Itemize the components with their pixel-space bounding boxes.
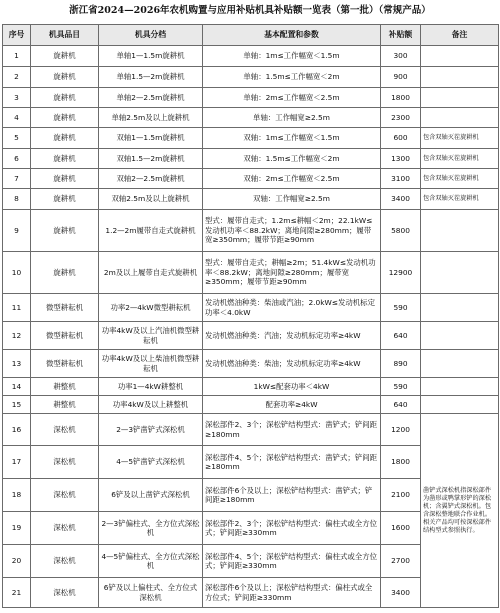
cell-item: 深松机 [31, 512, 99, 545]
cell-amount: 2700 [381, 545, 421, 578]
cell-item: 旋耕机 [31, 67, 99, 88]
table-row [3, 67, 499, 88]
col-header-amount: 补贴额 [381, 25, 421, 46]
cell-grade: 双轴2—2.5m旋耕机 [99, 169, 203, 189]
table-row [3, 210, 499, 252]
cell-item: 旋耕机 [31, 128, 99, 149]
cell-item: 耕整机 [31, 396, 99, 414]
cell-spec: 深松部件2、3个；深松铲结构型式：凿铲式；铲间距≥180mm [203, 414, 381, 446]
table-row [3, 169, 499, 189]
cell-grade: 单轴2.5m及以上旋耕机 [99, 108, 203, 128]
cell-note [421, 108, 499, 128]
cell-amount: 1800 [381, 446, 421, 479]
cell-no: 12 [3, 322, 31, 350]
cell-grade: 6铲及以上偏柱式、全方位式深松机 [99, 578, 203, 608]
cell-item: 深松机 [31, 446, 99, 479]
cell-note [421, 350, 499, 378]
cell-note: 包含双轴灭茬旋耕机 [421, 169, 499, 189]
cell-spec: 深松部件2、3个；深松铲结构型式：偏柱式或全方位式；铲间距≥330mm [203, 512, 381, 545]
cell-spec: 单轴：1.5m≤工作幅宽＜2m [203, 67, 381, 88]
cell-grade: 功率1—4kW耕整机 [99, 378, 203, 396]
cell-note [421, 67, 499, 88]
cell-spec: 单轴：工作幅宽≥2.5m [203, 108, 381, 128]
cell-item: 旋耕机 [31, 46, 99, 67]
cell-amount: 640 [381, 396, 421, 414]
cell-amount: 300 [381, 46, 421, 67]
cell-spec: 发动机燃油种类：汽油；发动机标定功率≥4kW [203, 322, 381, 350]
cell-item: 旋耕机 [31, 149, 99, 169]
cell-amount: 2100 [381, 479, 421, 512]
cell-item: 微型耕耘机 [31, 294, 99, 322]
cell-spec: 双轴：2m≤工作幅宽＜2.5m [203, 169, 381, 189]
cell-spec: 型式：履带自走式；1.2m≤耕幅＜2m；22.1kW≤发动机功率＜88.2kW；离地间隙≥280mm；履带宽≥350mm；履带节距≥90mm [203, 210, 381, 252]
cell-spec: 配套功率≥4kW [203, 396, 381, 414]
cell-grade: 双轴2.5m及以上旋耕机 [99, 189, 203, 210]
cell-no: 16 [3, 414, 31, 446]
table-row [3, 108, 499, 128]
cell-spec: 单轴：1m≤工作幅宽＜1.5m [203, 46, 381, 67]
cell-grade: 单轴1—1.5m旋耕机 [99, 46, 203, 67]
cell-no: 6 [3, 149, 31, 169]
table-header-row [3, 25, 499, 46]
cell-amount: 590 [381, 378, 421, 396]
cell-amount: 890 [381, 350, 421, 378]
cell-item: 旋耕机 [31, 169, 99, 189]
cell-note [421, 322, 499, 350]
cell-spec: 双轴：1m≤工作幅宽＜1.5m [203, 128, 381, 149]
cell-item: 深松机 [31, 578, 99, 608]
col-header-notes: 备注 [421, 25, 499, 46]
cell-no: 10 [3, 252, 31, 294]
cell-amount: 3400 [381, 189, 421, 210]
cell-grade: 2m及以上履带自走式旋耕机 [99, 252, 203, 294]
cell-item: 旋耕机 [31, 252, 99, 294]
table-row [3, 414, 499, 446]
cell-item: 旋耕机 [31, 189, 99, 210]
cell-amount: 900 [381, 67, 421, 88]
cell-item: 微型耕耘机 [31, 322, 99, 350]
cell-grade: 功率4kW及以上耕整机 [99, 396, 203, 414]
col-header-spec: 基本配置和参数 [203, 25, 381, 46]
cell-grade: 双轴1.5—2m旋耕机 [99, 149, 203, 169]
col-header-no: 序号 [3, 25, 31, 46]
cell-grade: 功率4kW及以上柴油机微型耕耘机 [99, 350, 203, 378]
table-row [3, 149, 499, 169]
cell-no: 18 [3, 479, 31, 512]
cell-no: 13 [3, 350, 31, 378]
cell-spec: 深松部件4、5个；深松铲结构型式：偏柱式或全方位式；铲间距≥330mm [203, 545, 381, 578]
table-row [3, 294, 499, 322]
cell-amount: 590 [381, 294, 421, 322]
table-row [3, 396, 499, 414]
cell-amount: 3400 [381, 578, 421, 608]
table-row [3, 128, 499, 149]
cell-item: 微型耕耘机 [31, 350, 99, 378]
cell-grade: 4—5铲偏柱式、全方位式深松机 [99, 545, 203, 578]
cell-grade: 2—3铲偏柱式、全方位式深松机 [99, 512, 203, 545]
cell-spec: 双轴：1.5m≤工作幅宽＜2m [203, 149, 381, 169]
cell-note [421, 252, 499, 294]
cell-amount: 1300 [381, 149, 421, 169]
cell-no: 1 [3, 46, 31, 67]
cell-spec: 发动机燃油种类：柴油；发动机标定功率≥4kW [203, 350, 381, 378]
cell-spec: 发动机燃油种类：柴油或汽油；2.0kW≤发动机标定功率＜4.0kW [203, 294, 381, 322]
cell-no: 7 [3, 169, 31, 189]
cell-note [421, 46, 499, 67]
cell-note [421, 210, 499, 252]
cell-grade: 6铲及以上凿铲式深松机 [99, 479, 203, 512]
cell-no: 19 [3, 512, 31, 545]
cell-amount: 1600 [381, 512, 421, 545]
cell-no: 20 [3, 545, 31, 578]
cell-item: 深松机 [31, 479, 99, 512]
cell-amount: 12900 [381, 252, 421, 294]
cell-note [421, 88, 499, 108]
cell-no: 5 [3, 128, 31, 149]
table-row [3, 322, 499, 350]
cell-spec: 深松部件4、5个；深松铲结构型式：凿铲式；铲间距≥180mm [203, 446, 381, 479]
cell-amount: 1800 [381, 88, 421, 108]
cell-no: 3 [3, 88, 31, 108]
cell-spec: 1kW≤配套功率＜4kW [203, 378, 381, 396]
table-row [3, 252, 499, 294]
cell-no: 14 [3, 378, 31, 396]
cell-item: 耕整机 [31, 378, 99, 396]
table-row [3, 189, 499, 210]
cell-amount: 600 [381, 128, 421, 149]
cell-note [421, 294, 499, 322]
cell-note: 包含双轴灭茬旋耕机 [421, 128, 499, 149]
cell-amount: 2300 [381, 108, 421, 128]
table-row [3, 88, 499, 108]
table-row [3, 378, 499, 396]
cell-no: 4 [3, 108, 31, 128]
cell-grade: 4—5铲凿铲式深松机 [99, 446, 203, 479]
cell-note [421, 378, 499, 396]
cell-note: 包含双轴灭茬旋耕机 [421, 149, 499, 169]
table-row [3, 46, 499, 67]
page-title: 浙江省2024—2026年农机购置与应用补贴机具补贴额一览表（第一批）（常规产品） [69, 5, 431, 16]
cell-no: 11 [3, 294, 31, 322]
cell-spec: 深松部件6个及以上；深松铲结构型式：偏柱式或全方位式；铲间距≥330mm [203, 578, 381, 608]
col-header-item: 机具品目 [31, 25, 99, 46]
cell-no: 17 [3, 446, 31, 479]
cell-grade: 单轴2—2.5m旋耕机 [99, 88, 203, 108]
cell-amount: 1200 [381, 414, 421, 446]
cell-item: 深松机 [31, 414, 99, 446]
subsidy-table [2, 24, 499, 608]
table-row [3, 350, 499, 378]
cell-note-deep-loosening: 凿铲式深松机指深松部件为凿形或鸭掌形铲的深松机；含翼铲式深松机。包含深松整地联合作业机。相关产品均可按深松部件结构型式参照执行。 [421, 414, 499, 608]
cell-no: 9 [3, 210, 31, 252]
cell-no: 2 [3, 67, 31, 88]
cell-item: 旋耕机 [31, 210, 99, 252]
cell-grade: 功率4kW及以上汽油机微型耕耘机 [99, 322, 203, 350]
cell-grade: 双轴1—1.5m旋耕机 [99, 128, 203, 149]
cell-note: 包含双轴灭茬旋耕机 [421, 189, 499, 210]
cell-no: 15 [3, 396, 31, 414]
cell-amount: 5800 [381, 210, 421, 252]
cell-no: 8 [3, 189, 31, 210]
cell-grade: 单轴1.5—2m旋耕机 [99, 67, 203, 88]
cell-spec: 单轴：2m≤工作幅宽＜2.5m [203, 88, 381, 108]
cell-grade: 2—3铲凿铲式深松机 [99, 414, 203, 446]
cell-amount: 3100 [381, 169, 421, 189]
col-header-grade: 机具分档 [99, 25, 203, 46]
cell-spec: 深松部件6个及以上；深松铲结构型式：凿铲式；铲间距≥180mm [203, 479, 381, 512]
cell-no: 21 [3, 578, 31, 608]
cell-amount: 640 [381, 322, 421, 350]
cell-item: 深松机 [31, 545, 99, 578]
cell-item: 旋耕机 [31, 108, 99, 128]
cell-spec: 型式：履带自走式；耕幅≥2m；51.4kW≤发动机功率＜88.2kW；离地间隙≥280mm；履带宽≥350mm；履带节距≥90mm [203, 252, 381, 294]
cell-spec: 双轴：工作幅宽≥2.5m [203, 189, 381, 210]
cell-item: 旋耕机 [31, 88, 99, 108]
cell-note [421, 396, 499, 414]
cell-grade: 功率2—4kW微型耕耘机 [99, 294, 203, 322]
cell-grade: 1.2—2m履带自走式旋耕机 [99, 210, 203, 252]
